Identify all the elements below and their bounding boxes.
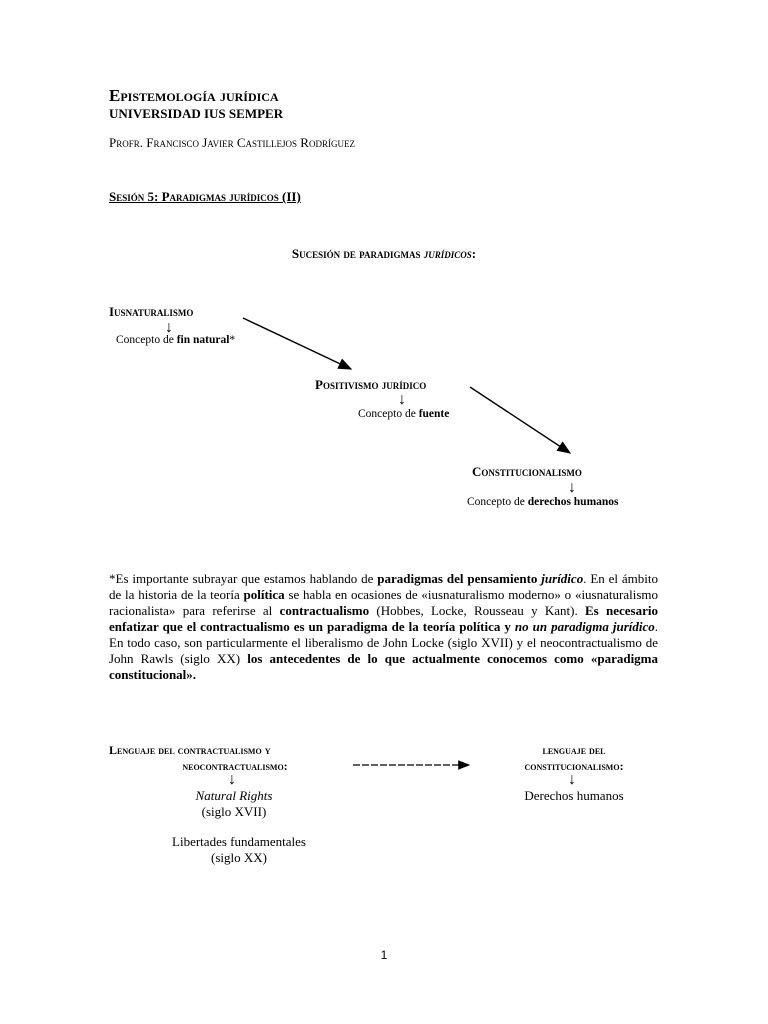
right-language-line1: lenguaje del: [542, 743, 606, 757]
concept-prefix: Concepto de: [467, 496, 528, 508]
fn-text: (Hobbes, Locke, Rousseau y Kant).: [369, 603, 585, 618]
arrow-positivismo-to-constitucionalismo: [470, 387, 570, 453]
natural-rights-century: (siglo XVII): [201, 804, 267, 819]
professor-name: Profr. Francisco Javier Castillejos Rodríguez: [109, 135, 355, 150]
arrow-iusnat-to-positivismo: [243, 318, 351, 369]
left-language-line1: Lenguaje del contractualismo y: [109, 743, 271, 757]
down-arrow-icon: ↓: [568, 771, 576, 788]
concept-derechos-humanos: [467, 496, 619, 508]
right-language-line2: constitucionalismo:: [524, 759, 624, 773]
fn-text: . En el ámbito de la historia de la teoría: [109, 571, 658, 602]
fn-bold: los antecedentes de lo que actualmente conocemos como «paradigma constitucional».: [109, 651, 659, 682]
concept-bold: fin natural: [176, 334, 230, 346]
fn-bold: Es necesario enfatizar que el contractualismo es un paradigma de la teoría política y: [109, 603, 658, 634]
libertades-century: (siglo XX): [211, 850, 267, 865]
down-arrow-icon: ↓: [228, 771, 236, 788]
right-language-heading: [488, 742, 660, 774]
concept-suffix: *: [229, 334, 236, 346]
left-language-heading: [109, 742, 361, 774]
concept-bold: derechos humanos: [527, 496, 619, 508]
down-arrow-icon: ↓: [165, 319, 173, 336]
fn-text: . En todo caso, son particularmente el liberalismo de John Locke (siglo XVII) y el neocontractualismo de John Rawls (siglo XX): [109, 619, 658, 666]
concept-fin-natural: [116, 334, 235, 346]
down-arrow-icon: ↓: [398, 391, 406, 408]
footnote-paragraph: [109, 571, 658, 683]
fn-text: se habla en ocasiones de «iusnaturalismo moderno» o «iusnaturalismo racionalista» para referirse al: [109, 587, 658, 618]
fn-bold-italic: no un paradigma jurídico: [514, 619, 655, 634]
fn-bold-italic: jurídico: [541, 571, 584, 586]
page-number: 1: [380, 948, 388, 962]
down-arrow-icon: ↓: [568, 479, 576, 496]
university-name: UNIVERSIDAD IUS SEMPER: [109, 106, 284, 121]
left-language-line2: neocontractualismo:: [182, 759, 288, 773]
succession-prefix: Sucesión de paradigmas: [291, 246, 424, 261]
concept-prefix: Concepto de: [358, 408, 419, 420]
succession-suffix: :: [471, 246, 477, 261]
concept-prefix: Concepto de: [116, 334, 177, 346]
derechos-humanos: Derechos humanos: [524, 788, 624, 803]
fn-bold: contractualismo: [279, 603, 370, 618]
node-positivismo: Positivismo jurídico: [315, 377, 427, 392]
node-iusnaturalismo: Iusnaturalismo: [109, 304, 194, 319]
succession-emph: jurídicos: [423, 246, 472, 261]
node-constitucionalismo: Constitucionalismo: [472, 464, 582, 479]
natural-rights: [154, 788, 314, 804]
session-title: Sesión 5: Paradigmas jurídicos (II): [109, 189, 301, 204]
concept-fuente: [358, 408, 449, 420]
fn-text: *Es importante subrayar que estamos hablando de: [109, 571, 378, 586]
fn-bold: política: [243, 587, 285, 602]
fn-bold: paradigmas del pensamiento: [377, 571, 542, 586]
natural-rights-label: Natural Rights: [195, 788, 273, 803]
document-title: Epistemología jurídica: [109, 86, 279, 105]
concept-bold: fuente: [418, 408, 450, 420]
libertades-fundamentales: Libertades fundamentales: [172, 834, 306, 849]
